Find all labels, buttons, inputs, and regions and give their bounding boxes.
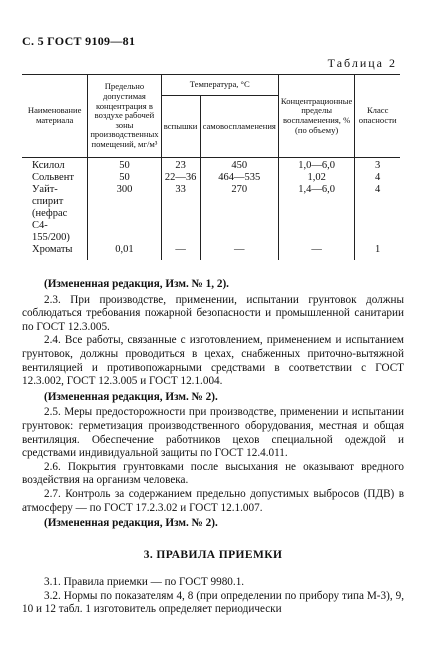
cell-flash: —: [161, 244, 200, 259]
col-header-temperature: Температура, °С: [161, 75, 278, 96]
paragraph-3-1: 3.1. Правила приемки — по ГОСТ 9980.1.: [44, 576, 245, 589]
cell-autoignition: 450: [200, 158, 278, 173]
document-body: [22, 276, 404, 617]
col-header-pdk: Предельно допустимая концентрация в воздухе рабочей зоны производственных помещений, мг/м³: [88, 75, 161, 158]
col-header-flash: вспышки: [161, 96, 200, 158]
cell-name: Уайт-спирит (нефрас С4-155/200): [32, 184, 70, 244]
paragraph-2-6: 2.6. Покрытия грунтовками после высыхания не оказывают вредного воздействия на организм человека.: [22, 460, 404, 487]
table-row: [22, 184, 400, 244]
table-number: Таблица 2: [327, 56, 397, 70]
cell-limits: 1,02: [278, 172, 354, 184]
section-heading: 3. ПРАВИЛА ПРИЕМКИ: [143, 548, 283, 561]
paragraph-2-5: 2.5. Меры предосторожности при производстве, применении и испытании грунтовок: герметизация производственного оборудования, местная и общая вентиляция. Обеспечение работников цехов специальной одеждой и средствами индивидуальной защиты по ГОСТ 12.4.011.: [22, 406, 404, 460]
cell-flash: 33: [161, 184, 200, 244]
cell-name: Сольвент: [32, 172, 74, 184]
cell-pdk: 50: [88, 158, 161, 173]
cell-class: 3: [355, 158, 400, 173]
cell-pdk: 300: [88, 184, 161, 244]
cell-limits: 1,0—6,0: [278, 158, 354, 173]
cell-pdk: 0,01: [88, 244, 161, 259]
cell-limits: —: [278, 244, 354, 259]
amendment-note: (Измененная редакция, Изм. № 2).: [44, 517, 218, 530]
cell-class: 4: [355, 184, 400, 244]
cell-autoignition: 464—535: [200, 172, 278, 184]
col-header-limits: Концентрационные пределы воспламенения, % (по объему): [278, 75, 354, 158]
cell-pdk: 50: [88, 172, 161, 184]
cell-flash: 23: [161, 158, 200, 173]
table-row: [22, 172, 400, 184]
cell-autoignition: 270: [200, 184, 278, 244]
cell-limits: 1,4—6,0: [278, 184, 354, 244]
cell-autoignition: —: [200, 244, 278, 259]
cell-name: Ксилол: [32, 160, 65, 171]
cell-class: 1: [355, 244, 400, 259]
paragraph-3-2: 3.2. Нормы по показателям 4, 8 (при определении по прибору типа М-3), 9, 10 и 12 табл. 1 изготовитель определяет периодически: [22, 589, 404, 616]
paragraph-2-4: 2.4. Все работы, связанные с изготовлением, применением и испытанием грунтовок, должны проводиться в цехах, снабженных приточно-вытяжной вентиляцией и противопожарными средствами в соответствии с ГОСТ 12.3.002, ГОСТ 12.3.005 и ГОСТ 12.1.004.: [22, 334, 404, 388]
amendment-note: (Измененная редакция, Изм. № 1, 2).: [44, 278, 229, 290]
col-header-name: Наименование материала: [22, 75, 88, 158]
page-header: С. 5 ГОСТ 9109—81: [22, 34, 136, 48]
amendment-note: (Измененная редакция, Изм. № 2).: [44, 390, 218, 403]
cell-flash: 22—36: [161, 172, 200, 184]
cell-name: Хроматы: [32, 244, 73, 256]
col-header-autoignition: самовоспламенения: [200, 96, 278, 158]
hazard-table: [22, 74, 400, 260]
table-row: [22, 244, 400, 259]
col-header-class: Класс опасности: [355, 75, 400, 158]
table-row: [22, 158, 400, 173]
paragraph-2-3: 2.3. При производстве, применении, испытании грунтовок должны соблюдаться требования пожарной безопасности и промышленной санитарии по ГОСТ 12.3.005.: [22, 293, 404, 333]
paragraph-2-7: 2.7. Контроль за содержанием предельно допустимых выбросов (ПДВ) в атмосферу — по ГОСТ 17.2.3.02 и ГОСТ 12.1.007.: [22, 487, 404, 514]
cell-class: 4: [355, 172, 400, 184]
